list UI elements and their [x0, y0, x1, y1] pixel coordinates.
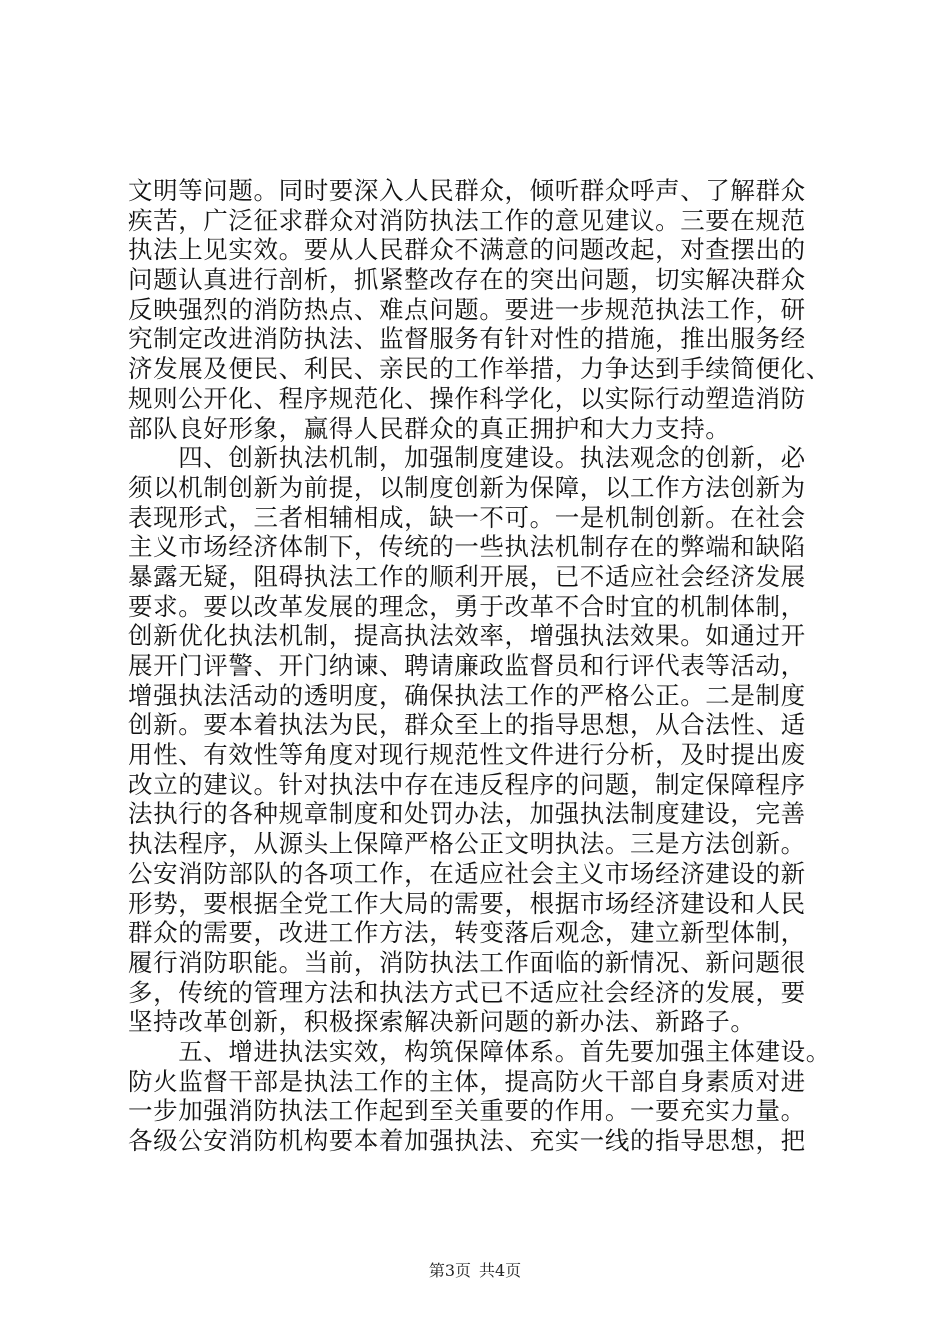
text-line: 主义市场经济体制下，传统的一些执法机制存在的弊端和缺陷: [128, 532, 806, 562]
text-line: 须以机制创新为前提，以制度创新为保障，以工作方法创新为: [128, 472, 806, 502]
text-line: 表现形式，三者相辅相成，缺一不可。一是机制创新。在社会: [128, 502, 806, 532]
text-line: 问题认真进行剖析，抓紧整改存在的突出问题，切实解决群众: [128, 265, 806, 295]
text-line: 履行消防职能。当前，消防执法工作面临的新情况、新问题很: [128, 947, 806, 977]
text-line: 法执行的各种规章制度和处罚办法，加强执法制度建设，完善: [128, 799, 806, 829]
text-line: 济发展及便民、利民、亲民的工作举措，力争达到手续简便化、: [128, 354, 831, 384]
text-line: 部队良好形象，赢得人民群众的真正拥护和大力支持。: [128, 413, 731, 443]
text-line: 用性、有效性等角度对现行规范性文件进行分析，及时提出废: [128, 740, 806, 770]
text-line: 规则公开化、程序规范化、操作科学化，以实际行动塑造消防: [128, 383, 806, 413]
text-line: 群众的需要，改进工作方法，转变落后观念，建立新型体制，: [128, 918, 806, 948]
text-line: 增强执法活动的透明度，确保执法工作的严格公正。二是制度: [128, 680, 806, 710]
text-line: 暴露无疑，阻碍执法工作的顺利开展，已不适应社会经济发展: [128, 561, 806, 591]
text-line: 五、增进执法实效，构筑保障体系。首先要加强主体建设。: [128, 1036, 831, 1066]
text-line: 创新。要本着执法为民，群众至上的指导思想，从合法性、适: [128, 710, 806, 740]
text-line: 展开门评警、开门纳谏、聘请廉政监督员和行评代表等活动，: [128, 651, 806, 680]
page-total: 共4页: [479, 1261, 522, 1280]
text-line: 要求。要以改革发展的理念，勇于改革不合时宜的机制体制，: [128, 591, 806, 621]
text-line: 疾苦，广泛征求群众对消防执法工作的意见建议。三要在规范: [128, 205, 806, 235]
text-line: 究制定改进消防执法、监督服务有针对性的措施，推出服务经: [128, 324, 806, 354]
text-line: 公安消防部队的各项工作，在适应社会主义市场经济建设的新: [128, 858, 806, 888]
page-number: 第3页: [428, 1261, 471, 1280]
text-line: 坚持改革创新，积极探索解决新问题的新办法、新路子。: [128, 1007, 756, 1037]
text-line: 改立的建议。针对执法中存在违反程序的问题，制定保障程序: [128, 769, 806, 799]
text-line: 防火监督干部是执法工作的主体，提高防火干部自身素质对进: [128, 1066, 806, 1096]
text-line: 一步加强消防执法工作起到至关重要的作用。一要充实力量。: [128, 1096, 806, 1126]
text-line: 四、创新执法机制，加强制度建设。执法观念的创新，必: [128, 443, 806, 473]
text-line: 执法上见实效。要从人民群众不满意的问题改起，对查摆出的: [128, 235, 806, 265]
text-line: 多，传统的管理方法和执法方式已不适应社会经济的发展，要: [128, 977, 806, 1007]
text-line: 执法程序，从源头上保障严格公正文明执法。三是方法创新。: [128, 829, 806, 859]
text-line: 各级公安消防机构要本着加强执法、充实一线的指导思想，把: [128, 1126, 806, 1155]
text-line: 文明等问题。同时要深入人民群众，倾听群众呼声、了解群众: [128, 176, 806, 205]
document-body: [128, 176, 848, 1156]
text-line: 创新优化执法机制，提高执法效率，增强执法效果。如通过开: [128, 621, 806, 651]
text-line: 反映强烈的消防热点、难点问题。要进一步规范执法工作，研: [128, 294, 806, 324]
page-footer: [0, 1258, 950, 1281]
text-line: 形势，要根据全党工作大局的需要，根据市场经济建设和人民: [128, 888, 806, 918]
